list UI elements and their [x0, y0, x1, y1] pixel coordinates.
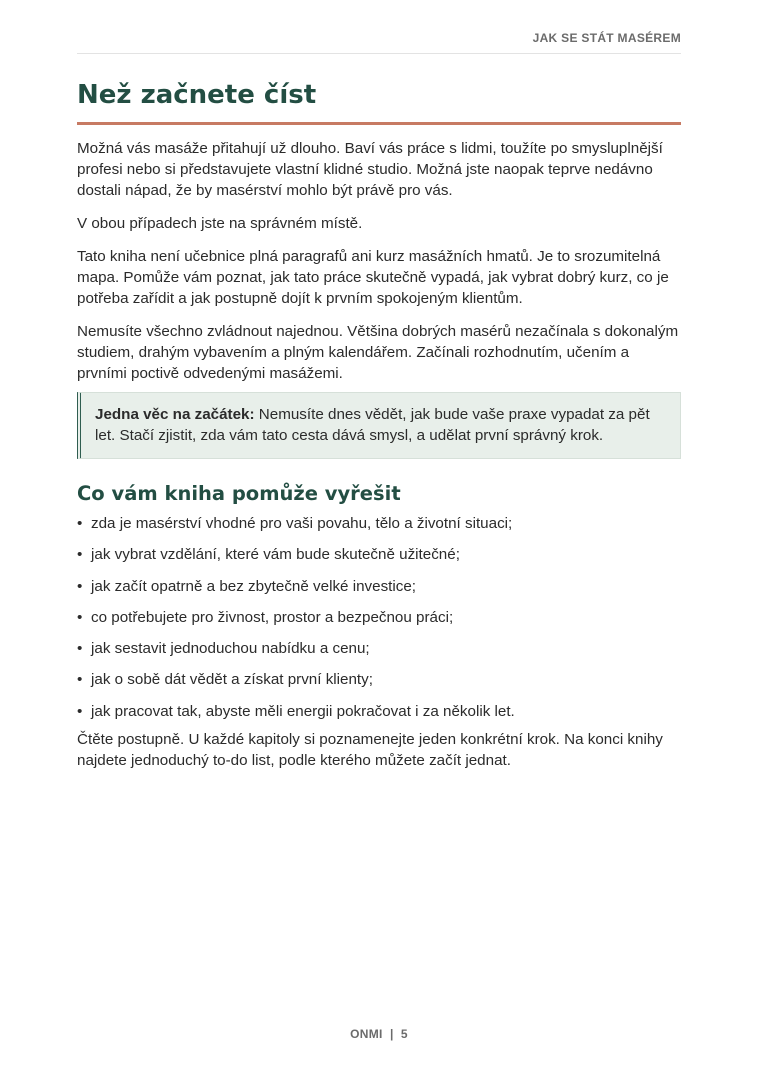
section-title: Co vám kniha pomůže vyřešit [77, 482, 401, 505]
intro-paragraph-3: Tato kniha není učebnice plná paragrafů ani kurz masážních hmatů. Je to srozumitelná mapa. Pomůže vám poznat, jak tato práce skutečně vypadá, jak vybrat dobrý kurz, co je potřeba zařídit a jak postupně dojít k prvním spokojeným klientům. [77, 248, 669, 307]
list-item-text: jak pracovat tak, abyste měli energii pokračovat i za několik let. [91, 702, 515, 720]
bullet-icon: • [77, 702, 83, 720]
benefit-list [77, 513, 681, 722]
list-item-text: jak o sobě dát vědět a získat první klienty; [91, 671, 373, 689]
page-content [77, 80, 681, 771]
list-item [77, 544, 681, 565]
callout-lead: Jedna věc na začátek: [95, 406, 255, 423]
bullet-icon: • [77, 608, 83, 626]
list-item-text: jak začít opatrně a bez zbytečně velké investice; [91, 577, 417, 595]
list-item [77, 607, 681, 628]
callout-text: Nemusíte dnes vědět, jak bude vaše praxe vypadat za pět let. Stačí zjistit, zda vám tato cesta dává smysl, a udělat první správný krok. [95, 406, 650, 444]
list-item [77, 513, 681, 534]
bullet-icon: • [77, 640, 83, 658]
intro-paragraph-1: Možná vás masáže přitahují už dlouho. Baví vás práce s lidmi, toužíte po smysluplnější profesi nebo si představujete vlastní klidné studio. Možná jste naopak teprve nedávno dostali nápad, že by masérství mohlo být právě pro vás. [77, 140, 663, 199]
running-header-title: JAK SE STÁT MASÉREM [532, 31, 681, 45]
intro-paragraph-4: Nemusíte všechno zvládnout najednou. Většina dobrých masérů nezačínala s dokonalým studiem, drahým vybavením a plným kalendářem. Začínali rozhodnutím, učením a prvními poctivě odvedenými masážemi. [77, 323, 679, 382]
list-item-text: jak sestavit jednoduchou nabídku a cenu; [91, 640, 370, 658]
list-item-text: zda je masérství vhodné pro vaši povahu, tělo a životní situaci; [91, 515, 513, 532]
running-header [77, 31, 681, 54]
footer-separator: | [389, 1027, 394, 1041]
bullet-icon: • [77, 515, 83, 532]
list-item [77, 669, 681, 690]
page-footer [0, 1027, 758, 1041]
bullet-icon: • [77, 671, 83, 689]
page-title: Než začnete číst [77, 80, 681, 125]
intro-paragraph-2: V obou případech jste na správném místě. [77, 215, 363, 232]
closing-paragraph: Čtěte postupně. U každé kapitoly si poznamenejte jeden konkrétní krok. Na konci knihy najdete jednoduchý to-do list, podle kterého můžete začít jednat. [77, 731, 663, 770]
list-item [77, 576, 681, 597]
list-item [77, 638, 681, 659]
list-item-text: jak vybrat vzdělání, které vám bude skutečně užitečné; [91, 546, 460, 564]
bullet-icon: • [77, 577, 83, 595]
page-number: 5 [400, 1027, 408, 1041]
list-item-text: co potřebujete pro živnost, prostor a bezpečnou práci; [91, 608, 454, 626]
bullet-icon: • [77, 546, 83, 564]
footer-publisher: ONMI [350, 1027, 383, 1041]
list-item [77, 701, 681, 722]
callout-box [77, 392, 681, 459]
